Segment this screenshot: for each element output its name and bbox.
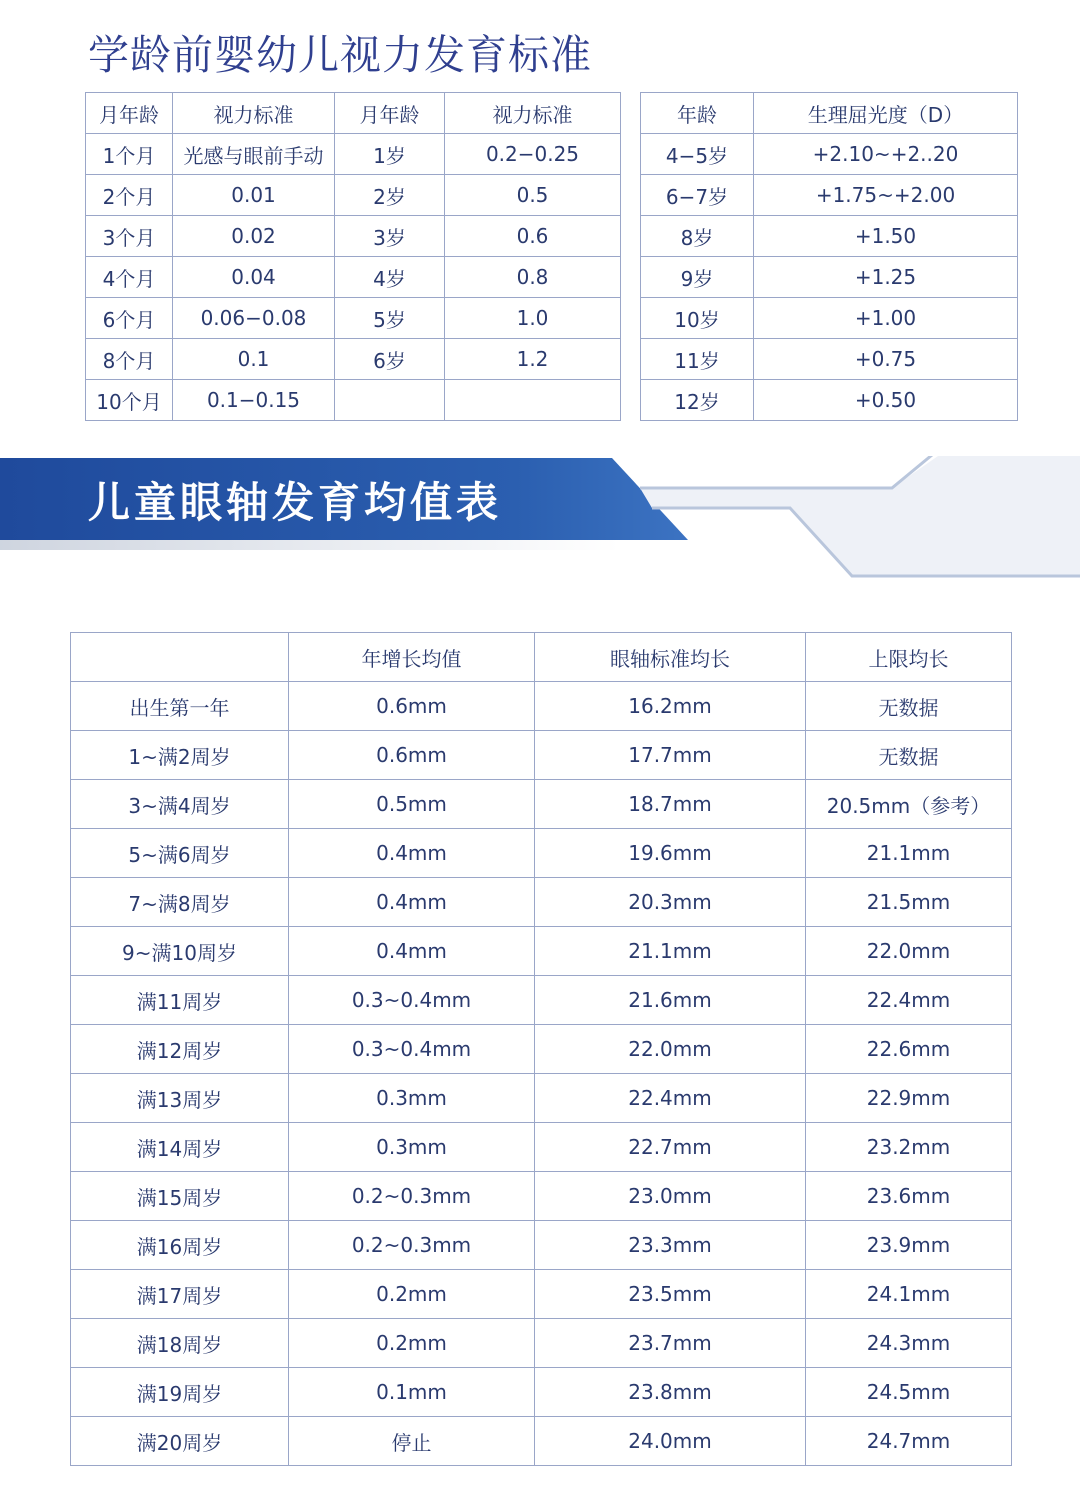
table-cell: 22.4mm xyxy=(535,1074,806,1123)
table-cell: 23.8mm xyxy=(535,1368,806,1417)
table-cell: 1岁 xyxy=(335,134,445,175)
table-row xyxy=(86,216,621,257)
table-cell: 6个月 xyxy=(86,298,173,339)
header-cell: 生理屈光度（D） xyxy=(754,93,1018,134)
table-cell: 5~满6周岁 xyxy=(71,829,289,878)
table-cell: 1.2 xyxy=(445,339,621,380)
table-cell: 0.6mm xyxy=(289,682,535,731)
table-row xyxy=(641,339,1018,380)
header-cell: 上限均长 xyxy=(806,633,1012,682)
table-cell: 0.3mm xyxy=(289,1074,535,1123)
table-cell: 8岁 xyxy=(641,216,754,257)
table-cell: 0.2mm xyxy=(289,1319,535,1368)
table-cell: 0.6mm xyxy=(289,731,535,780)
table-cell: 12岁 xyxy=(641,380,754,421)
table-row xyxy=(71,1368,1012,1417)
table-cell: 8个月 xyxy=(86,339,173,380)
table-cell: 0.4mm xyxy=(289,878,535,927)
table-cell: 满16周岁 xyxy=(71,1221,289,1270)
table-cell: 18.7mm xyxy=(535,780,806,829)
table-cell: 1~满2周岁 xyxy=(71,731,289,780)
table-row xyxy=(71,1221,1012,1270)
table-cell: 0.4mm xyxy=(289,829,535,878)
table-row xyxy=(641,257,1018,298)
table-cell: 23.5mm xyxy=(535,1270,806,1319)
table-cell: 9岁 xyxy=(641,257,754,298)
table-header-row xyxy=(641,93,1018,134)
table-row xyxy=(86,257,621,298)
table-cell: 23.6mm xyxy=(806,1172,1012,1221)
header-cell: 年增长均值 xyxy=(289,633,535,682)
table-row xyxy=(71,976,1012,1025)
table-row xyxy=(71,1319,1012,1368)
table-cell: 24.1mm xyxy=(806,1270,1012,1319)
table-cell: 22.9mm xyxy=(806,1074,1012,1123)
refraction-table xyxy=(640,92,1018,421)
table-header-row xyxy=(86,93,621,134)
table-cell: 20.3mm xyxy=(535,878,806,927)
table-cell: 16.2mm xyxy=(535,682,806,731)
table-cell: 4个月 xyxy=(86,257,173,298)
table-cell: +1.00 xyxy=(754,298,1018,339)
table-cell: 满17周岁 xyxy=(71,1270,289,1319)
table-row xyxy=(86,175,621,216)
table-cell: 22.0mm xyxy=(535,1025,806,1074)
table-cell: 1个月 xyxy=(86,134,173,175)
section-title: 儿童眼轴发育均值表 xyxy=(88,478,503,527)
table-cell: 0.4mm xyxy=(289,927,535,976)
table-cell xyxy=(445,380,621,421)
table-row xyxy=(71,878,1012,927)
table-cell: 0.1 xyxy=(173,339,335,380)
table-row xyxy=(641,298,1018,339)
header-cell: 视力标准 xyxy=(445,93,621,134)
table-cell: 0.5mm xyxy=(289,780,535,829)
table-cell: 2岁 xyxy=(335,175,445,216)
table-row xyxy=(71,780,1012,829)
table-cell: +1.50 xyxy=(754,216,1018,257)
table-cell: 0.1−0.15 xyxy=(173,380,335,421)
table-cell: 满20周岁 xyxy=(71,1417,289,1466)
table-cell: 24.0mm xyxy=(535,1417,806,1466)
table-cell: 满18周岁 xyxy=(71,1319,289,1368)
table-cell: 23.2mm xyxy=(806,1123,1012,1172)
table-cell: 光感与眼前手动 xyxy=(173,134,335,175)
table-row xyxy=(71,1270,1012,1319)
table-cell: 无数据 xyxy=(806,682,1012,731)
vision-standard-table xyxy=(85,92,621,421)
table-row xyxy=(641,380,1018,421)
table-row xyxy=(71,1074,1012,1123)
table-cell: 2个月 xyxy=(86,175,173,216)
table-cell: 0.2~0.3mm xyxy=(289,1172,535,1221)
header-cell: 月年龄 xyxy=(335,93,445,134)
banner-decoration-fill xyxy=(640,456,1080,576)
table-cell: 9~满10周岁 xyxy=(71,927,289,976)
table-cell: 22.7mm xyxy=(535,1123,806,1172)
table-row xyxy=(641,175,1018,216)
table-row xyxy=(71,1025,1012,1074)
table-cell: 10岁 xyxy=(641,298,754,339)
header-cell: 月年龄 xyxy=(86,93,173,134)
table-cell: 停止 xyxy=(289,1417,535,1466)
table-cell: 22.4mm xyxy=(806,976,1012,1025)
table-cell: 21.1mm xyxy=(535,927,806,976)
table-row xyxy=(71,829,1012,878)
table-cell: 22.0mm xyxy=(806,927,1012,976)
table-cell: 23.3mm xyxy=(535,1221,806,1270)
table-cell: 满15周岁 xyxy=(71,1172,289,1221)
table-cell: 满11周岁 xyxy=(71,976,289,1025)
table-cell: 0.06−0.08 xyxy=(173,298,335,339)
table-cell: 21.5mm xyxy=(806,878,1012,927)
header-cell: 眼轴标准均长 xyxy=(535,633,806,682)
table-cell: 4−5岁 xyxy=(641,134,754,175)
table-cell: 无数据 xyxy=(806,731,1012,780)
table-cell: 11岁 xyxy=(641,339,754,380)
table-row xyxy=(71,682,1012,731)
table-cell: 24.3mm xyxy=(806,1319,1012,1368)
table-row xyxy=(641,216,1018,257)
table-cell: 0.3~0.4mm xyxy=(289,976,535,1025)
table-cell: 3岁 xyxy=(335,216,445,257)
table-cell: 满13周岁 xyxy=(71,1074,289,1123)
table-cell: +0.75 xyxy=(754,339,1018,380)
table-header-row xyxy=(71,633,1012,682)
table-cell: 0.3~0.4mm xyxy=(289,1025,535,1074)
table-cell: 0.6 xyxy=(445,216,621,257)
table-cell: 21.1mm xyxy=(806,829,1012,878)
table-cell: 6−7岁 xyxy=(641,175,754,216)
table-cell: 0.2−0.25 xyxy=(445,134,621,175)
table-cell: 17.7mm xyxy=(535,731,806,780)
table-row xyxy=(71,1172,1012,1221)
banner-shadow xyxy=(0,540,620,550)
table-row xyxy=(71,731,1012,780)
table-cell: 出生第一年 xyxy=(71,682,289,731)
table-cell: 0.3mm xyxy=(289,1123,535,1172)
table-row xyxy=(86,380,621,421)
axial-length-table xyxy=(70,632,1012,1466)
table-cell: 0.01 xyxy=(173,175,335,216)
table-cell: +2.10~+2..20 xyxy=(754,134,1018,175)
header-cell: 视力标准 xyxy=(173,93,335,134)
table-cell: 19.6mm xyxy=(535,829,806,878)
table-cell: 0.2mm xyxy=(289,1270,535,1319)
table-cell: 4岁 xyxy=(335,257,445,298)
table-cell: 满19周岁 xyxy=(71,1368,289,1417)
table-cell: 20.5mm（参考） xyxy=(806,780,1012,829)
table-cell: 3个月 xyxy=(86,216,173,257)
table-row xyxy=(71,1123,1012,1172)
table-cell: 21.6mm xyxy=(535,976,806,1025)
table-cell: 24.7mm xyxy=(806,1417,1012,1466)
table-row xyxy=(71,1417,1012,1466)
table-cell: 24.5mm xyxy=(806,1368,1012,1417)
table-cell: 3~满4周岁 xyxy=(71,780,289,829)
table-row xyxy=(641,134,1018,175)
table-cell: 22.6mm xyxy=(806,1025,1012,1074)
table-cell: 0.5 xyxy=(445,175,621,216)
table-cell xyxy=(335,380,445,421)
table-cell: 0.02 xyxy=(173,216,335,257)
table-row xyxy=(71,927,1012,976)
table-cell: +0.50 xyxy=(754,380,1018,421)
table-cell: 5岁 xyxy=(335,298,445,339)
table-cell: +1.25 xyxy=(754,257,1018,298)
table-cell: 0.2~0.3mm xyxy=(289,1221,535,1270)
page-title: 学龄前婴幼儿视力发育标准 xyxy=(88,31,592,79)
table-cell: 0.04 xyxy=(173,257,335,298)
table-cell: 0.1mm xyxy=(289,1368,535,1417)
table-row xyxy=(86,298,621,339)
table-cell: 1.0 xyxy=(445,298,621,339)
table-cell: 23.9mm xyxy=(806,1221,1012,1270)
table-cell: 23.7mm xyxy=(535,1319,806,1368)
table-cell: 6岁 xyxy=(335,339,445,380)
table-cell: 满12周岁 xyxy=(71,1025,289,1074)
header-cell xyxy=(71,633,289,682)
header-cell: 年龄 xyxy=(641,93,754,134)
table-cell: 10个月 xyxy=(86,380,173,421)
table-cell: 0.8 xyxy=(445,257,621,298)
table-row xyxy=(86,339,621,380)
table-cell: 23.0mm xyxy=(535,1172,806,1221)
table-cell: 满14周岁 xyxy=(71,1123,289,1172)
table-cell: 7~满8周岁 xyxy=(71,878,289,927)
table-cell: +1.75~+2.00 xyxy=(754,175,1018,216)
table-row xyxy=(86,134,621,175)
